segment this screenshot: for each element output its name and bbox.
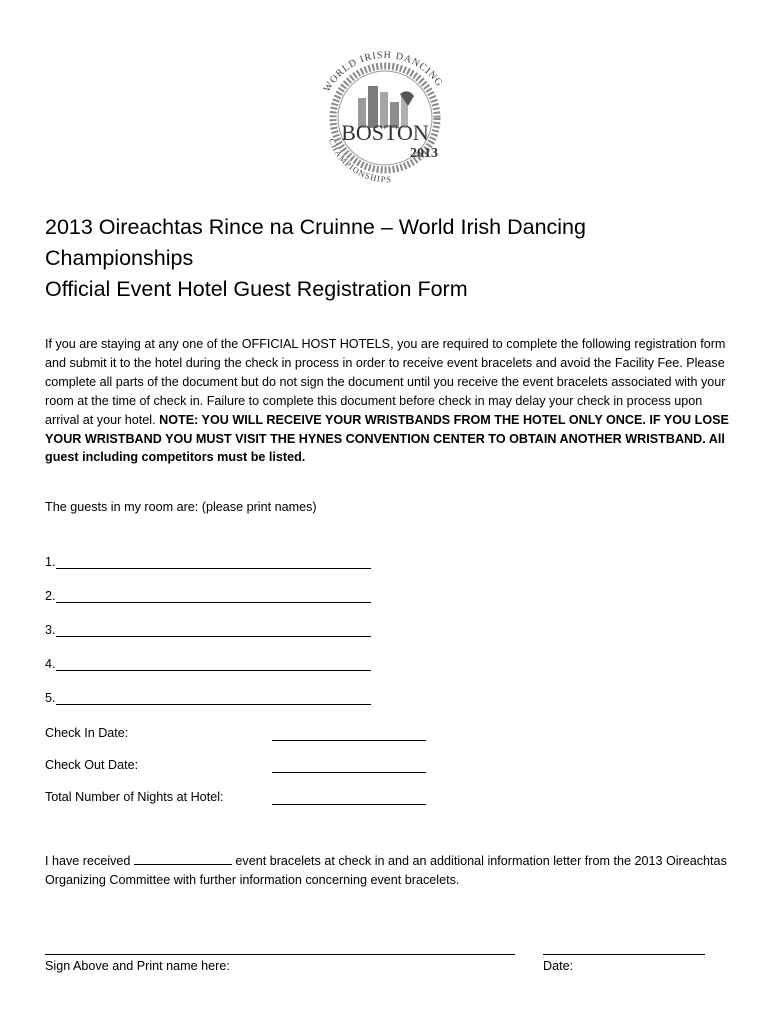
title-line-3: Official Event Hotel Guest Registration Form [45,277,468,301]
guest-number: 1. [45,555,56,569]
guest-number: 2. [45,589,56,603]
form-title [45,212,735,305]
nights-field[interactable] [272,791,426,805]
received-statement [45,852,735,890]
signature-line[interactable] [45,954,515,955]
signature-label: Sign Above and Print name here: [45,959,230,973]
world-championships-logo [300,36,470,186]
guest-number: 4. [45,657,56,671]
title-line-2: Championships [45,246,194,270]
date-label: Date: [543,959,574,973]
guest-name-field[interactable] [56,555,371,569]
date-line[interactable] [543,954,705,955]
guest-line-1[interactable] [45,555,371,569]
logo-arc-bottom: CHAMPIONSHIPS [326,136,393,185]
check-out-date-field[interactable] [272,759,426,773]
logo-year: 2013 [410,146,438,161]
guest-name-field[interactable] [56,691,371,705]
guest-line-2[interactable] [45,589,371,603]
nights-label: Total Number of Nights at Hotel: [45,790,224,804]
logo-arc-top: WORLD IRISH DANCING [321,49,445,95]
guest-line-3[interactable] [45,623,371,637]
guest-line-4[interactable] [45,657,371,671]
guest-name-field[interactable] [56,589,371,603]
check-in-date-field[interactable] [272,727,426,741]
check-in-label: Check In Date: [45,726,129,740]
guest-line-5[interactable] [45,691,371,705]
intro-note: NOTE: YOU WILL RECEIVE YOUR WRISTBANDS FROM THE HOTEL ONLY ONCE. IF YOU LOSE YOUR WRISTBAND YOU MUST VISIT THE HYNES CONVENTION CENTER TO OBTAIN ANOTHER WRISTBAND. All guest including competitors must be listed. [45,412,729,465]
guest-number: 5. [45,691,56,705]
logo-city: BOSTON [341,120,429,145]
bracelet-count-field[interactable] [134,852,232,865]
intro-text: If you are staying at any one of the OFFICIAL HOST HOTELS, you are required to complete the following registration form and submit it to the hotel during the check in process in order to receive event bracelets and avoid the Facility Fee. Please complete all parts of the document but do not sign the document until you receive the event bracelets associated with your room at the time of check in. Failure to complete this document before check in may delay your check in process upon arrival at your hotel. [45,337,726,427]
intro-paragraph [45,335,735,467]
received-text-before: I have received [45,854,134,868]
guests-prompt: The guests in my room are: (please print names) [45,500,317,514]
guest-name-field[interactable] [56,623,371,637]
received-text-after: event bracelets at check in and an additional information letter from the 2013 Oireachtas Organizing Committee with further information concerning event bracelets. [45,854,727,887]
guest-number: 3. [45,623,56,637]
title-line-1: 2013 Oireachtas Rince na Cruinne – World Irish Dancing [45,215,586,239]
check-out-label: Check Out Date: [45,758,139,772]
guest-name-field[interactable] [56,657,371,671]
